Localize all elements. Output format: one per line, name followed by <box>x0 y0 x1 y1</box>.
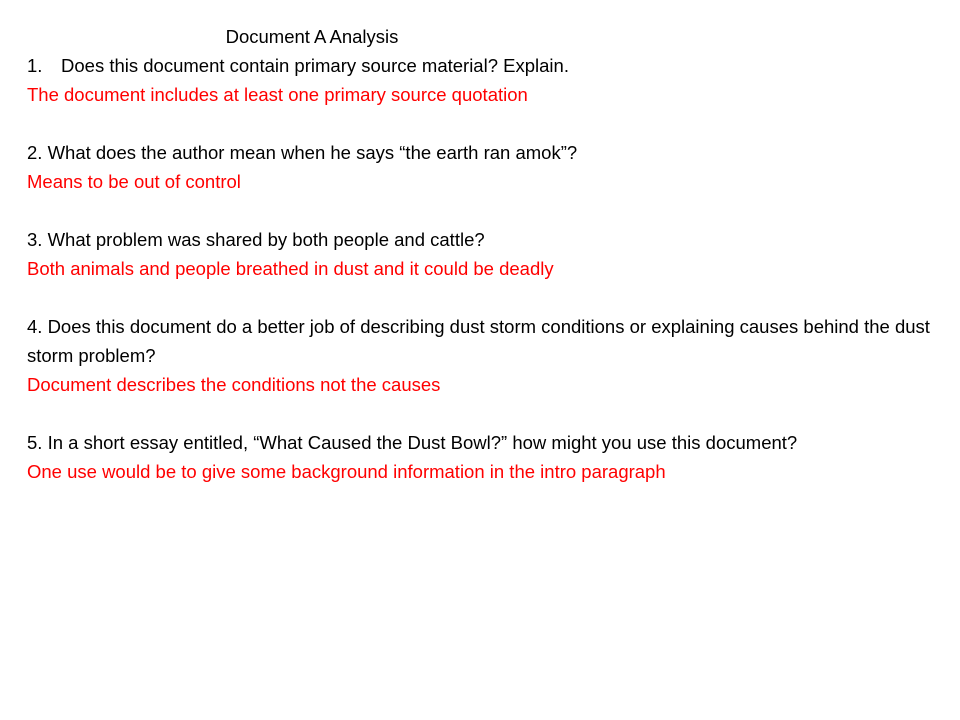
question-1-number: 1. <box>27 55 43 76</box>
spacer <box>27 196 937 225</box>
question-1 <box>27 51 937 80</box>
question-4: 4. Does this document do a better job of describing dust storm conditions or explaining causes behind the dust storm problem? <box>27 316 930 366</box>
question-1-text: Does this document contain primary source material? Explain. <box>61 55 569 76</box>
document-analysis-slide <box>27 22 937 486</box>
answer-2: Means to be out of control <box>27 171 241 192</box>
slide-title: Document A Analysis <box>225 26 399 47</box>
question-3: 3. What problem was shared by both people and cattle? <box>27 229 485 250</box>
answer-5: One use would be to give some background information in the intro paragraph <box>27 461 666 482</box>
question-5: 5. In a short essay entitled, “What Caused the Dust Bowl?” how might you use this document? <box>27 432 798 453</box>
spacer <box>27 283 937 312</box>
spacer <box>27 399 937 428</box>
answer-4: Document describes the conditions not the causes <box>27 374 441 395</box>
spacer <box>27 109 937 138</box>
answer-1: The document includes at least one primary source quotation <box>27 84 528 105</box>
question-2: 2. What does the author mean when he says “the earth ran amok”? <box>27 142 578 163</box>
answer-3: Both animals and people breathed in dust and it could be deadly <box>27 258 554 279</box>
